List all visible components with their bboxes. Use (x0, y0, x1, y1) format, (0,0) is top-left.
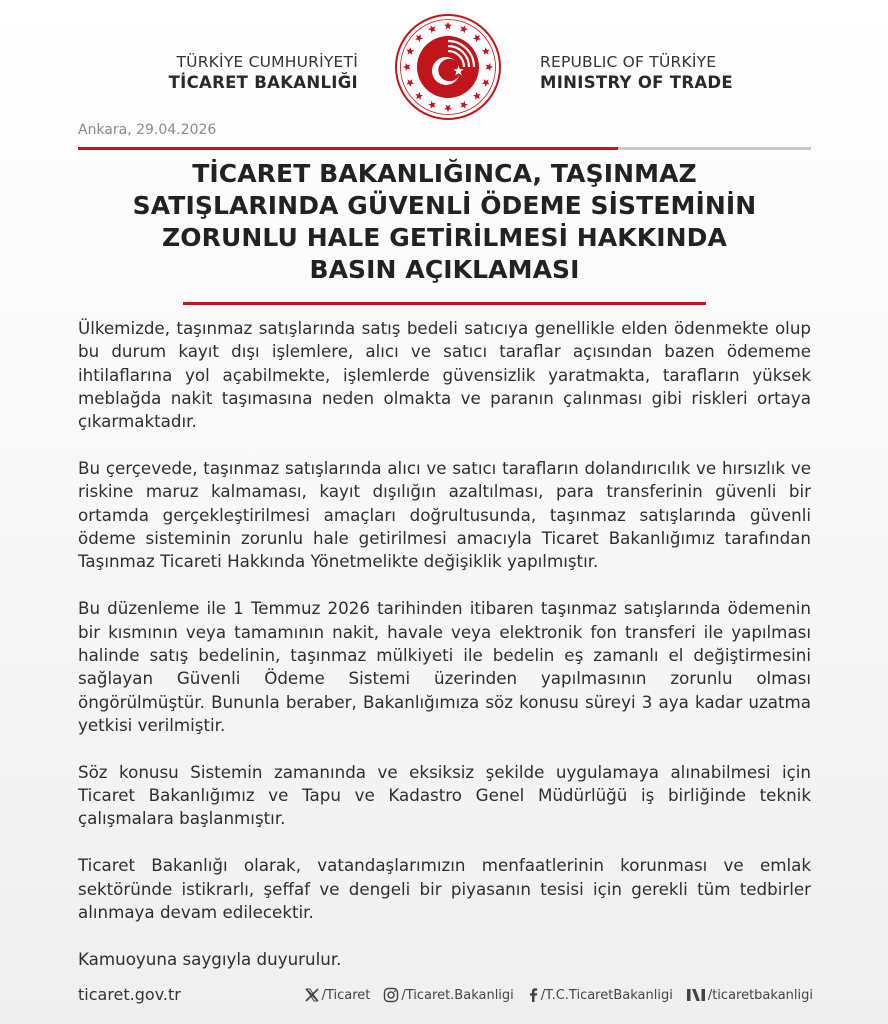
title-line: TİCARET BAKANLIĞINCA, TAŞINMAZ (192, 159, 697, 188)
title-line: SATIŞLARINDA GÜVENLİ ÖDEME SİSTEMİNİN (132, 191, 757, 220)
website-link[interactable]: ticaret.gov.tr (78, 985, 181, 1004)
facebook-icon (527, 987, 539, 1003)
ministry-name-tr: TİCARET BAKANLIĞI (168, 73, 358, 92)
social-link-facebook[interactable] (527, 987, 673, 1003)
social-handle: /Ticaret.Bakanligi (401, 987, 514, 1003)
social-handle: /T.C.TicaretBakanligi (540, 987, 673, 1003)
footer (78, 984, 813, 1008)
social-link-instagram[interactable] (383, 987, 513, 1003)
social-links (291, 984, 813, 1006)
x-icon (304, 987, 320, 1003)
title-line: ZORUNLU HALE GETİRİLMESİ HAKKINDA (162, 223, 727, 252)
letterhead (0, 0, 888, 130)
press-release-body (78, 317, 811, 971)
title-underline (183, 302, 706, 305)
country-name-tr: TÜRKİYE CUMHURİYETİ (176, 53, 358, 71)
header-divider-red (78, 147, 618, 150)
body-paragraph: Söz konusu Sistemin zamanında ve eksiksiz şekilde uygulamaya alınabilmesi için Ticaret Bakanlığımız ve Tapu ve Kadastro Genel Müdürlüğü iş birliğinde teknik çalışmalara başlanmıştır. (78, 761, 811, 829)
social-handle: /Ticaret (321, 987, 371, 1003)
body-paragraph: Bu düzenleme ile 1 Temmuz 2026 tarihinden itibaren taşınmaz satışlarında ödemenin bir kısmının veya tamamının nakit, havale veya elektronik fon transferi ile yapılması halinde satış bedelinin, taşınmaz mülkiyeti ile bedelin eş zamanlı el değiştirmesini sağlayan Güvenli Ödeme Sistemi üzerinden yapılmasının zorunlu olması öngörülmüştür. Bununla beraber, Bakanlığımıza söz konusu süreyi 3 aya kadar uzatma yetkisi verilmiştir. (78, 598, 811, 735)
body-paragraph: Bu çerçevede, taşınmaz satışlarında alıcı ve satıcı tarafların dolandırıcılık ve hırsızlık ve riskine maruz kalmaması, kayıt dışılığın azaltılması, para transferinin güvenli bir ortamda gerçekleştirilmesi amaçları doğrultusunda, taşınmaz satışlarında güvenli ödeme sisteminin zorunlu hale getirilmesi amacıyla Ticaret Bakanlığımız tarafından Taşınmaz Ticareti Hakkında Yönetmelikte değişiklik yapılmıştır. (78, 458, 811, 572)
letterhead-turkish (169, 52, 358, 94)
social-handle: /ticaretbakanligi (707, 987, 813, 1003)
ministry-name-en: MINISTRY OF TRADE (540, 73, 733, 92)
closing-line: Kamuoyuna saygıyla duyurulur. (78, 948, 342, 969)
press-release-title (78, 158, 811, 286)
instagram-icon (383, 987, 399, 1003)
title-line: BASIN AÇIKLAMASI (309, 255, 580, 284)
letterhead-english (540, 52, 733, 94)
date-row (78, 121, 811, 151)
body-paragraph: Ülkemizde, taşınmaz satışlarında satış bedeli satıcıya genellikle elden ödenmekte olup bu durum kayıt dışı işlemlere, alıcı ve satıcı taraflar açısından bazen ödememe ihtilaflarına yol açabilmekte, işlemlerde güvensizlik yaratmakta, tarafların yüksek meblağda nakit taşımasına neden olmakta ve paranın çalınması gibi riskleri ortaya çıkarmaktadır. (78, 318, 811, 432)
body-paragraph: Ticaret Bakanlığı olarak, vatandaşlarımızın menfaatlerinin korunması ve emlak sektöründe istikrarlı, şeffaf ve dengeli bir piyasanın tesisi için gerekli tüm tedbirler alınmaya devam edilecektir. (78, 855, 811, 922)
social-link-nsosyal[interactable] (686, 987, 813, 1003)
ministry-emblem-icon (394, 13, 502, 121)
country-name-en: REPUBLIC OF TÜRKİYE (540, 53, 717, 71)
nsosyal-icon (686, 987, 706, 1003)
press-release-date: Ankara, 29.04.2026 (78, 122, 217, 138)
social-link-x[interactable] (304, 987, 371, 1003)
